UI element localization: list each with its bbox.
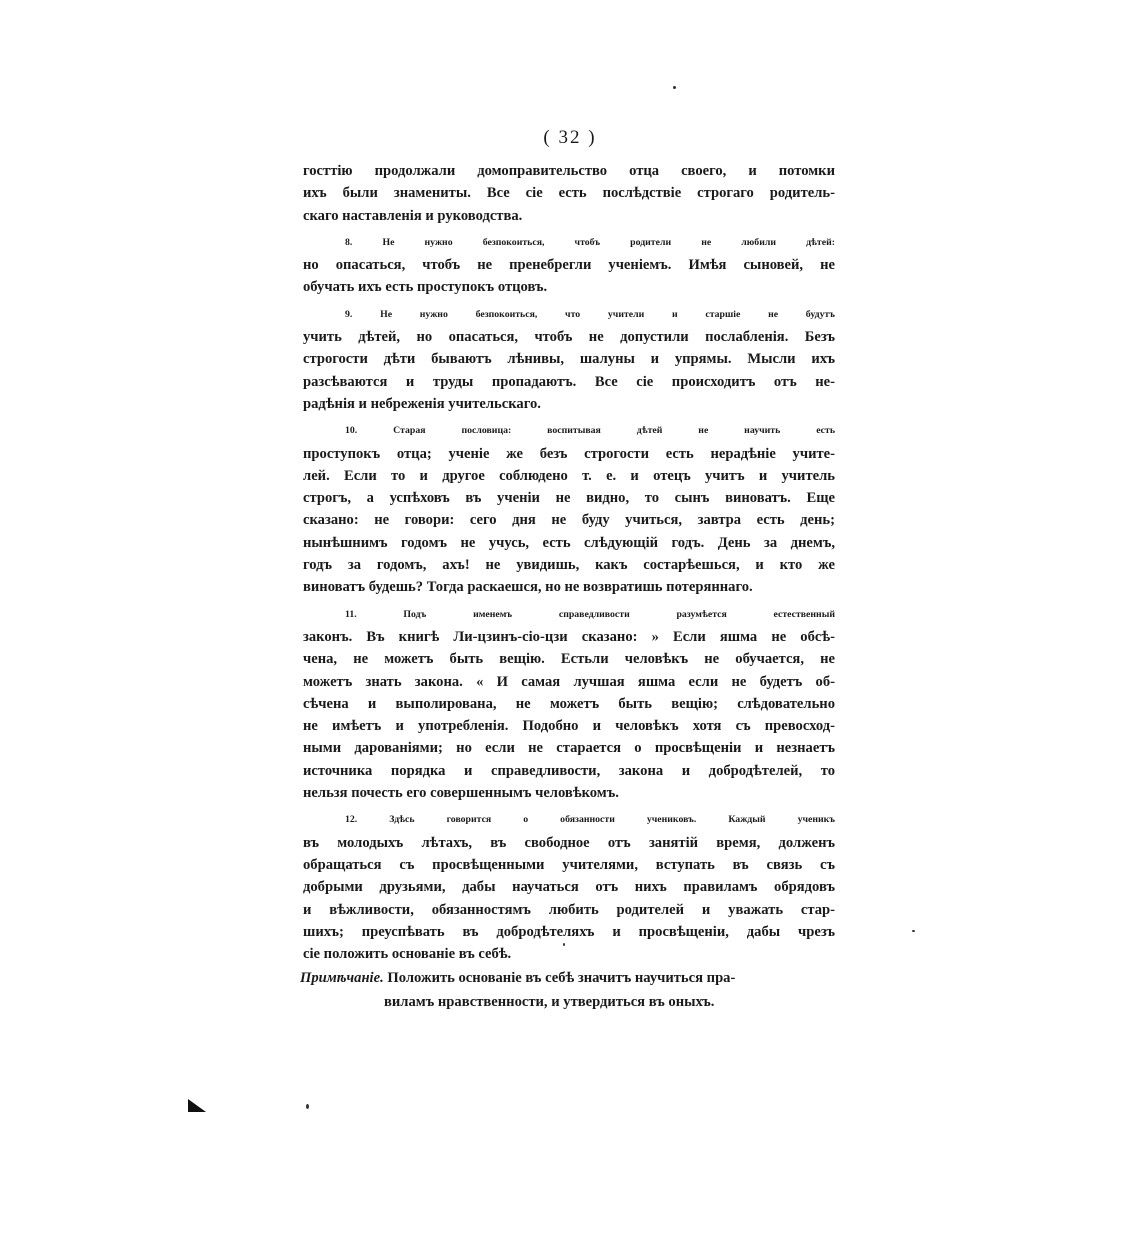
- text-line: нельзя почесть его совершеннымъ человѣкомъ.: [303, 785, 619, 802]
- text-line: 10. Старая пословица: воспитывая дѣтей не научить есть: [345, 425, 835, 437]
- text-line: и вѣжливости, обязанностямъ любить родителей и уважать стар-: [303, 901, 835, 918]
- footnote-line-1: Положить основаніе въ себѣ значитъ научиться пра-: [387, 970, 736, 986]
- text-line: годъ за годомъ, ахъ! не увидишь, какъ состарѣешься, и кто же: [303, 557, 835, 574]
- text-line: радѣнія и небреженія учительскаго.: [303, 395, 541, 412]
- text-line: въ молодыхъ лѣтахъ, въ свободное отъ занятій время, долженъ: [303, 834, 835, 851]
- print-speck: [306, 1104, 309, 1109]
- paragraph: [303, 160, 835, 227]
- text-line: учить дѣтей, но опасаться, чтобъ не допустили послабленія. Безъ: [303, 329, 835, 346]
- body-text: [303, 160, 835, 970]
- text-line: разсѣваются и труды пропадаютъ. Все сіе происходитъ отъ не-: [303, 373, 835, 390]
- text-line: обучать ихъ есть проступокъ отцовъ.: [303, 279, 548, 296]
- text-line: добрыми друзьями, дабы научаться отъ нихъ правиламъ обрядовъ: [303, 879, 835, 896]
- paragraph: [303, 809, 835, 965]
- text-line: не имѣетъ и употребленія. Подобно и человѣкъ хотя съ превосход-: [303, 718, 835, 735]
- page-number: ( 32 ): [543, 127, 597, 148]
- paragraph: [303, 232, 835, 299]
- text-line: можетъ знать закона. « И самая лучшая яшма если не будетъ об-: [303, 673, 835, 690]
- text-line: строгъ, а успѣховъ въ ученіи не видно, то сынъ виноватъ. Еще: [303, 490, 835, 507]
- print-speck: [673, 86, 676, 89]
- text-line: 11. Подъ именемъ справедливости разумѣется естественный: [345, 608, 835, 620]
- text-line: нынѣшнимъ годомъ не учусь, есть слѣдующій годъ. День за днемъ,: [303, 534, 835, 551]
- text-line: 12. Здѣсь говорится о обязанности учениковъ. Каждый ученикъ: [345, 814, 835, 826]
- text-line: 8. Не нужно безпокоиться, чтобъ родители не любили дѣтей:: [345, 236, 835, 248]
- text-line: ихъ были знамениты. Все сіе есть послѣдствіе строгаго родитель-: [303, 185, 835, 202]
- paragraph: [303, 420, 835, 598]
- text-line: сіе положить основаніе въ себѣ.: [303, 946, 512, 963]
- text-line: законъ. Въ книгѣ Ли-цзинъ-сіо-цзи сказано: » Если яшма не обсѣ-: [303, 628, 835, 645]
- footnote-label: Примѣчаніе.: [300, 970, 384, 986]
- text-line: лей. Если то и другое соблюдено т. е. и отецъ учитъ и учитель: [303, 467, 835, 484]
- print-speck: [563, 943, 565, 946]
- text-line: сѣчена и выполирована, не можетъ быть вещію; слѣдовательно: [303, 695, 835, 712]
- text-line: источника порядка и справедливости, закона и добродѣтелей, то: [303, 762, 835, 779]
- text-line: шихъ; преуспѣвать въ добродѣтеляхъ и просвѣщеніи, дабы чрезъ: [303, 923, 835, 940]
- text-line: строгости дѣти бываютъ лѣнивы, шалуны и упрямы. Мысли ихъ: [303, 351, 835, 368]
- text-line: виноватъ будешь? Тогда раскаешся, но не возвратишь потеряннаго.: [303, 579, 753, 596]
- text-line: госттію продолжали домоправительство отца своего, и потомки: [303, 163, 835, 179]
- text-line: 9. Не нужно безпокоиться, что учители и старшіе не будутъ: [345, 308, 835, 320]
- text-line: но опасаться, чтобъ не пренебрегли ученіемъ. Имѣя сыновей, не: [303, 257, 835, 274]
- text-line: сказано: не говори: сего дня не буду учиться, завтра есть день;: [303, 512, 835, 529]
- text-line: ными дарованіями; но если не старается о просвѣщеніи и незнаетъ: [303, 740, 835, 757]
- footnote: [300, 966, 830, 1014]
- text-line: чена, не можетъ быть вещію. Естьли человѣкъ не обучается, не: [303, 651, 835, 668]
- footnote-line-2: виламъ нравственности, и утвердиться въ оныхъ.: [384, 994, 715, 1010]
- page-margin-mark: [188, 1099, 206, 1112]
- text-line: обращаться съ просвѣщенными учителями, вступать въ связь съ: [303, 856, 835, 873]
- print-speck: [912, 930, 915, 932]
- text-line: проступокъ отца; ученіе же безъ строгости есть нерадѣніе учите-: [303, 445, 835, 462]
- paragraph: [303, 304, 835, 415]
- text-line: скаго наставленія и руководства.: [303, 207, 523, 224]
- paragraph: [303, 604, 835, 805]
